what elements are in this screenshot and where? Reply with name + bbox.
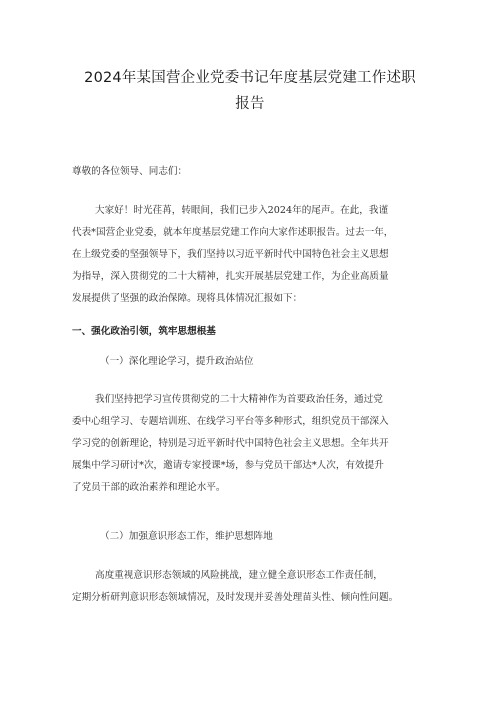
- intro-line: 代表*国营企业党委，就本年度基层党建工作向大家作述职报告。过去一年，: [72, 227, 394, 238]
- intro-line: 发展提供了坚强的政治保障。现将具体情况汇报如下：: [72, 293, 303, 304]
- intro-line: 在上级党委的坚强领导下，我们坚持以习近平新时代中国特色社会主义思想: [72, 249, 389, 260]
- paragraph-line: 学习党的创新理论，特别是习近平新时代中国特色社会主义思想。全年共开: [72, 438, 389, 449]
- subsection-heading: （二）加强意识形态工作，维护思想阵地: [100, 531, 273, 542]
- paragraph-line: 高度重视意识形态领域的风险挑战，建立健全意识形态工作责任制，: [95, 570, 383, 581]
- section-heading: 一、强化政治引领，筑牢思想根基: [72, 326, 216, 337]
- subsection-heading: （一）深化理论学习，提升政治站位: [100, 356, 254, 367]
- paragraph-line: 展集中学习研讨*次，邀请专家授课*场，参与党员干部达*人次，有效提升: [72, 460, 384, 471]
- document-title-line-2: 报告: [235, 96, 265, 112]
- intro-line: 为指导，深入贯彻党的二十大精神，扎实开展基层党建工作，为企业高质量: [72, 271, 389, 282]
- intro-line: 大家好！时光荏苒，转眼间，我们已步入2024年的尾声。在此，我谨: [95, 205, 389, 216]
- paragraph-line: 我们坚持把学习宣传贯彻党的二十大精神作为首要政治任务，通过党: [95, 394, 383, 405]
- document-title-line-1: 2024年某国营企业党委书记年度基层党建工作述职: [84, 70, 416, 86]
- salutation: 尊敬的各位领导、同志们：: [72, 166, 188, 177]
- paragraph-line: 了党员干部的政治素养和理论水平。: [72, 482, 226, 493]
- paragraph-line: 委中心组学习、专题培训班、在线学习平台等多种形式，组织党员干部深入: [72, 416, 389, 427]
- paragraph-line: 定期分析研判意识形态领域情况，及时发现并妥善处理苗头性、倾向性问题。: [72, 592, 399, 603]
